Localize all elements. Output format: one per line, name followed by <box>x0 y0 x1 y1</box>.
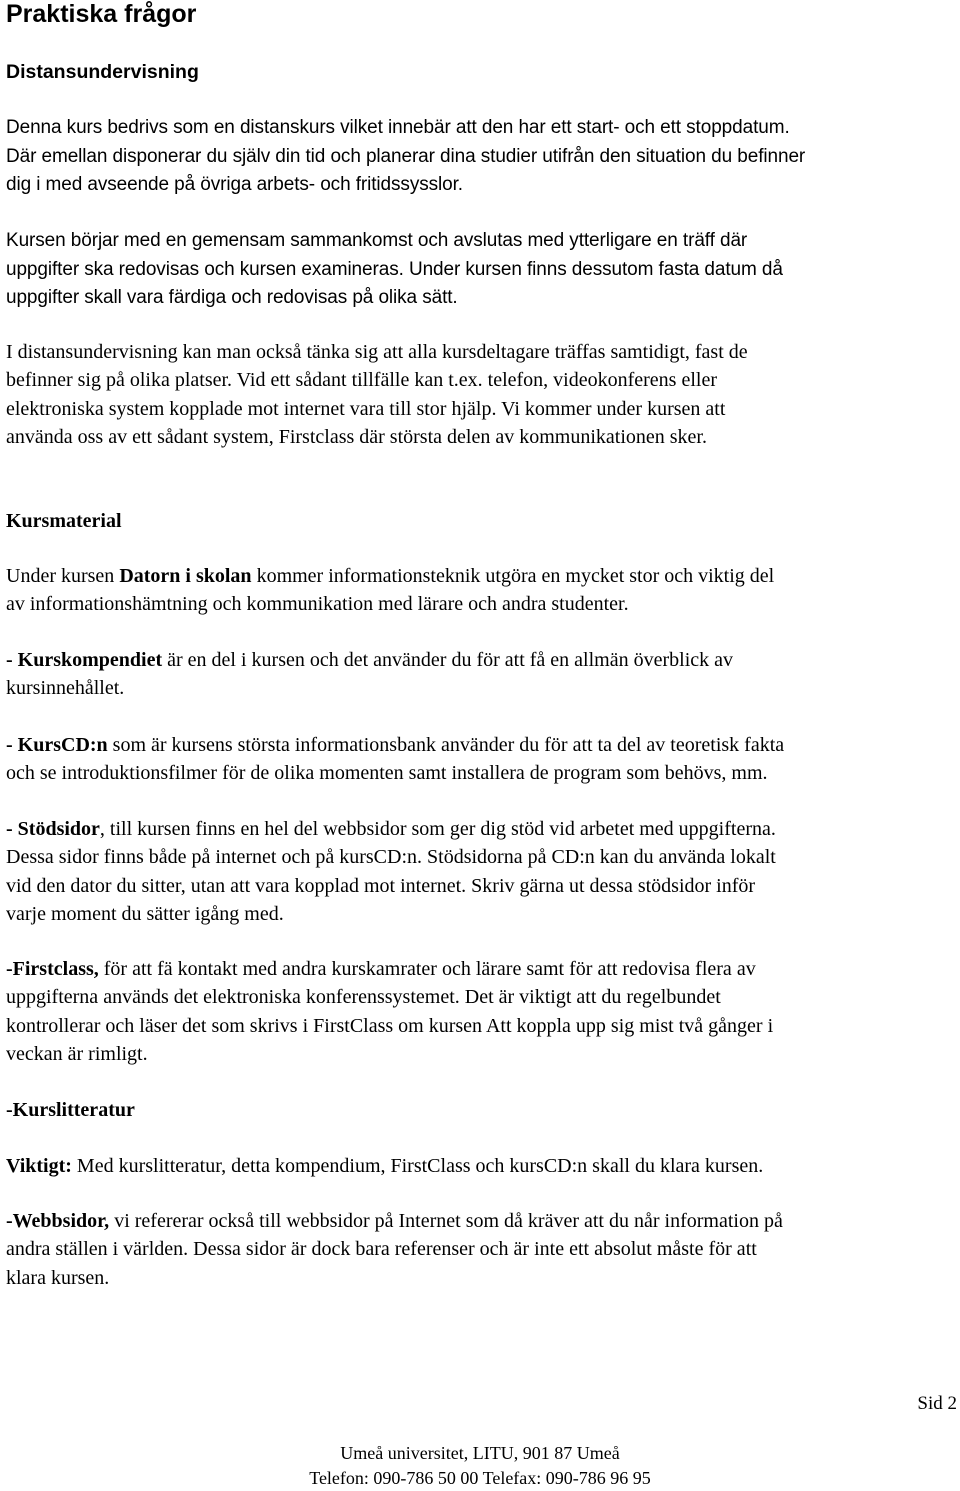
page-number: Sid 2 <box>917 1393 957 1414</box>
text-line: uppgifter ska redovisas och kursen examineras. Under kursen finns dessutom fasta datum då <box>6 258 783 280</box>
text-run: , till kursen finns en hel del webbsidor som ger dig stöd vid arbetet med uppgifterna. <box>99 818 776 840</box>
item-label: Viktigt: <box>6 1155 72 1177</box>
text-line: varje moment du sätter igång med. <box>6 903 284 926</box>
text-line: kursinnehållet. <box>6 677 125 700</box>
paragraph-distans-schedule <box>6 227 956 313</box>
page-title: Praktiska frågor <box>6 0 197 28</box>
section-heading-distansundervisning: Distansundervisning <box>6 61 199 83</box>
paragraph-kurscd <box>6 731 956 788</box>
text-line: dig i med avseende på övriga arbets- och fritidssysslor. <box>6 174 463 195</box>
item-label: -Firstclass, <box>6 958 99 980</box>
item-label: -Webbsidor, <box>6 1210 110 1232</box>
text-run: är en del i kursen och det använder du för att få en allmän överblick av <box>162 649 734 671</box>
text-run: kommer informationsteknik utgöra en mycket stor och viktig del <box>251 565 775 587</box>
paragraph-kursmaterial-intro <box>6 562 956 619</box>
text-run: Under kursen <box>6 565 120 587</box>
text-line <box>6 562 956 590</box>
paragraph-stodsidor <box>6 815 956 929</box>
text-line: vid den dator du sitter, utan att vara kopplad mot internet. Skriv gärna ut dessa stödsidor inför <box>6 874 756 897</box>
text-line: befinner sig på olika platser. Vid ett sådant tillfälle kan t.ex. telefon, videokonferens eller <box>6 369 717 392</box>
section-heading-kursmaterial: Kursmaterial <box>6 510 122 532</box>
text-line: klara kursen. <box>6 1266 110 1289</box>
text-run: för att fä kontakt med andra kurskamrater och lärare samt för att redovisa flera av <box>98 958 756 980</box>
text-line: veckan är rimligt. <box>6 1043 148 1066</box>
text-line: uppgifterna används det elektroniska konferenssystemet. Det är viktigt att du regelbundet <box>6 986 721 1009</box>
text-line <box>6 1152 956 1180</box>
item-label: - KursCD:n <box>6 734 108 756</box>
text-line: elektroniska system kopplade mot internet vara till stor hjälp. Vi kommer under kursen att <box>6 397 726 420</box>
text-run: Med kurslitteratur, detta kompendium, FirstClass och kursCD:n skall du klara kursen. <box>71 1155 764 1177</box>
page-footer <box>0 1441 960 1491</box>
text-run: vi refererar också till webbsidor på Internet som då kräver att du når information på <box>109 1210 783 1232</box>
text-line <box>6 815 956 843</box>
text-line: Kursen börjar med en gemensam sammankomst och avslutas med ytterligare en träff där <box>6 230 748 251</box>
text-line <box>6 1207 956 1235</box>
text-run: som är kursens största informationsbank använder du för att ta del av teoretisk fakta <box>107 734 785 756</box>
paragraph-webbsidor <box>6 1207 956 1292</box>
text-line: Denna kurs bedrivs som en distanskurs vilket innebär att den har ett start- och ett stoppdatum. <box>6 117 790 138</box>
text-line: andra ställen i världen. Dessa sidor är dock bara referenser och är inte ett absolut måste för att <box>6 1238 757 1261</box>
item-label: - Stödsidor <box>6 818 100 840</box>
paragraph-viktigt <box>6 1152 956 1180</box>
paragraph-kurskompendiet <box>6 646 956 703</box>
text-line <box>6 955 956 983</box>
paragraph-distans-communication <box>6 338 956 452</box>
paragraph-distans-intro <box>6 114 956 200</box>
text-line: använda oss av ett sådant system, Firstclass där största delen av kommunikationen sker. <box>6 426 707 449</box>
text-line <box>6 646 956 674</box>
footer-contact: Telefon: 090-786 50 00 Telefax: 090-786 96 95 <box>309 1468 651 1488</box>
footer-address: Umeå universitet, LITU, 901 87 Umeå <box>340 1443 620 1463</box>
course-name: Datorn i skolan <box>119 565 252 587</box>
text-line: Dessa sidor finns både på internet och på kursCD:n. Stödsidorna på CD:n kan du använda lokalt <box>6 846 776 869</box>
text-line: I distansundervisning kan man också tänka sig att alla kursdeltagare träffas samtidigt, fast de <box>6 341 748 363</box>
item-label: - Kurskompendiet <box>6 649 163 671</box>
text-line <box>6 731 956 759</box>
text-line: och se introduktionsfilmer för de olika momenten samt installera de program som behövs, mm. <box>6 762 768 785</box>
paragraph-firstclass <box>6 955 956 1069</box>
text-line: kontrollerar och läser det som skrivs i FirstClass om kursen Att koppla upp sig mist två gånger i <box>6 1014 774 1037</box>
text-line: Där emellan disponerar du själv din tid och planerar dina studier utifrån den situation du befinner <box>6 145 806 167</box>
section-heading-kurslitteratur: -Kurslitteratur <box>6 1099 135 1121</box>
text-line: av informationshämtning och kommunikation med lärare och andra studenter. <box>6 593 629 616</box>
text-line: uppgifter skall vara färdiga och redovisas på olika sätt. <box>6 287 458 308</box>
